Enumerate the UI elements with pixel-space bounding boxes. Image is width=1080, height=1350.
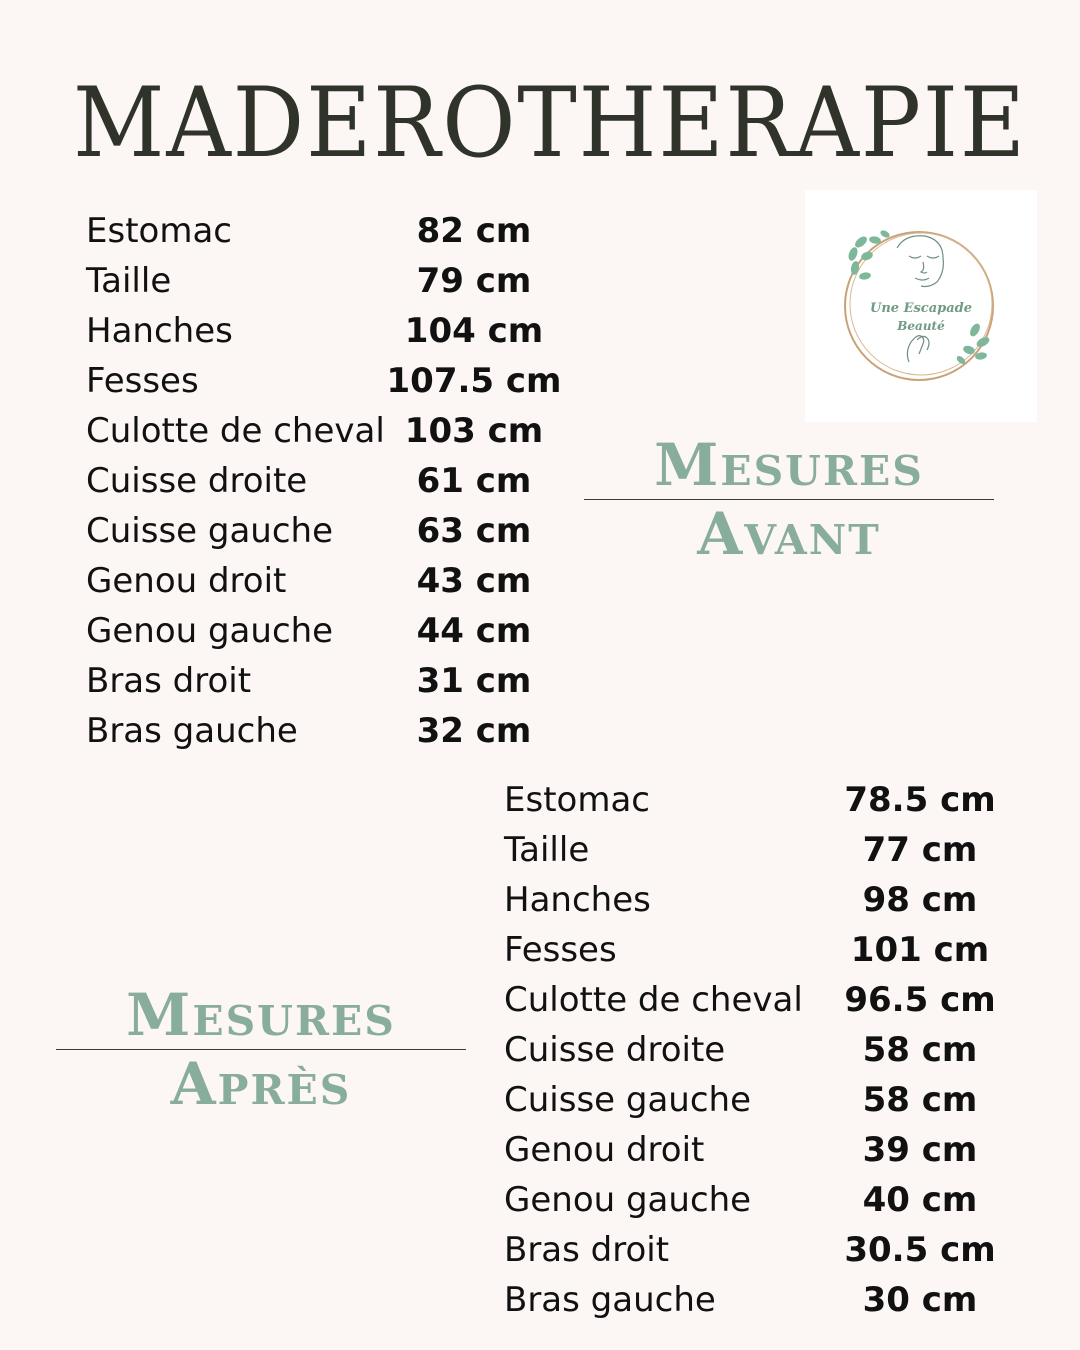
hand-outline-icon: [907, 336, 929, 362]
measurement-label: Hanches: [504, 880, 651, 920]
measurement-value: 96.5 cm: [844, 980, 996, 1020]
measurement-value: 107.5 cm: [386, 361, 562, 401]
measurement-value: 31 cm: [416, 661, 532, 701]
before-heading-line1: Mesures: [654, 431, 924, 499]
measurement-label: Bras gauche: [86, 711, 298, 751]
measurement-label: Bras droit: [86, 661, 252, 701]
measurement-label: Genou droit: [504, 1130, 705, 1170]
measurement-label: Cuisse gauche: [504, 1080, 752, 1120]
face-outline-icon: [897, 236, 943, 287]
after-heading-line1: Mesures: [126, 981, 396, 1049]
measurement-value: 78.5 cm: [844, 780, 996, 820]
measurement-value: 30 cm: [862, 1280, 978, 1320]
measurement-value: 77 cm: [862, 830, 978, 870]
measurement-label: Estomac: [504, 780, 650, 820]
logo-graphic: [805, 190, 1037, 422]
logo-text-line1: Une Escapade: [869, 301, 973, 316]
measurement-value: 44 cm: [416, 611, 532, 651]
measurement-value: 58 cm: [862, 1030, 978, 1070]
measurement-label: Bras gauche: [504, 1280, 716, 1320]
before-heading-line2: Avant: [697, 500, 881, 568]
after-heading: [56, 983, 466, 1116]
page-title: MADEROTHERAPIE: [73, 67, 1027, 179]
measurement-value: 104 cm: [404, 311, 544, 351]
measurement-label: Taille: [504, 830, 590, 870]
measurement-label: Bras droit: [504, 1230, 670, 1270]
measurement-label: Estomac: [86, 211, 232, 251]
measurement-value: 43 cm: [416, 561, 532, 601]
brand-logo: [805, 190, 1037, 422]
measurement-value: 103 cm: [404, 411, 544, 451]
measurement-label: Genou gauche: [86, 611, 334, 651]
measurement-value: 101 cm: [850, 930, 990, 970]
measurement-label: Culotte de cheval: [504, 980, 803, 1020]
measurement-value: 98 cm: [862, 880, 978, 920]
after-heading-line2: Après: [170, 1050, 352, 1118]
measurement-value: 63 cm: [416, 511, 532, 551]
measurement-label: Taille: [86, 261, 172, 301]
measurement-value: 61 cm: [416, 461, 532, 501]
measurement-value: 39 cm: [862, 1130, 978, 1170]
measurement-label: Genou droit: [86, 561, 287, 601]
measurement-label: Hanches: [86, 311, 233, 351]
measurement-value: 58 cm: [862, 1080, 978, 1120]
measurement-label: Cuisse droite: [86, 461, 308, 501]
measurement-label: Genou gauche: [504, 1180, 752, 1220]
measurement-value: 32 cm: [416, 711, 532, 751]
leaf-sprig-icon: [955, 322, 991, 366]
measurement-value: 40 cm: [862, 1180, 978, 1220]
logo-text-line2: Beauté: [897, 319, 945, 333]
measurement-value: 30.5 cm: [844, 1230, 996, 1270]
measurement-label: Fesses: [504, 930, 617, 970]
measurement-label: Cuisse droite: [504, 1030, 726, 1070]
before-heading: [584, 433, 994, 566]
measurement-label: Cuisse gauche: [86, 511, 334, 551]
measurement-value: 82 cm: [416, 211, 532, 251]
leaf-sprig-icon: [847, 229, 891, 281]
measurement-label: Fesses: [86, 361, 199, 401]
measurement-label: Culotte de cheval: [86, 411, 385, 451]
measurement-value: 79 cm: [416, 261, 532, 301]
